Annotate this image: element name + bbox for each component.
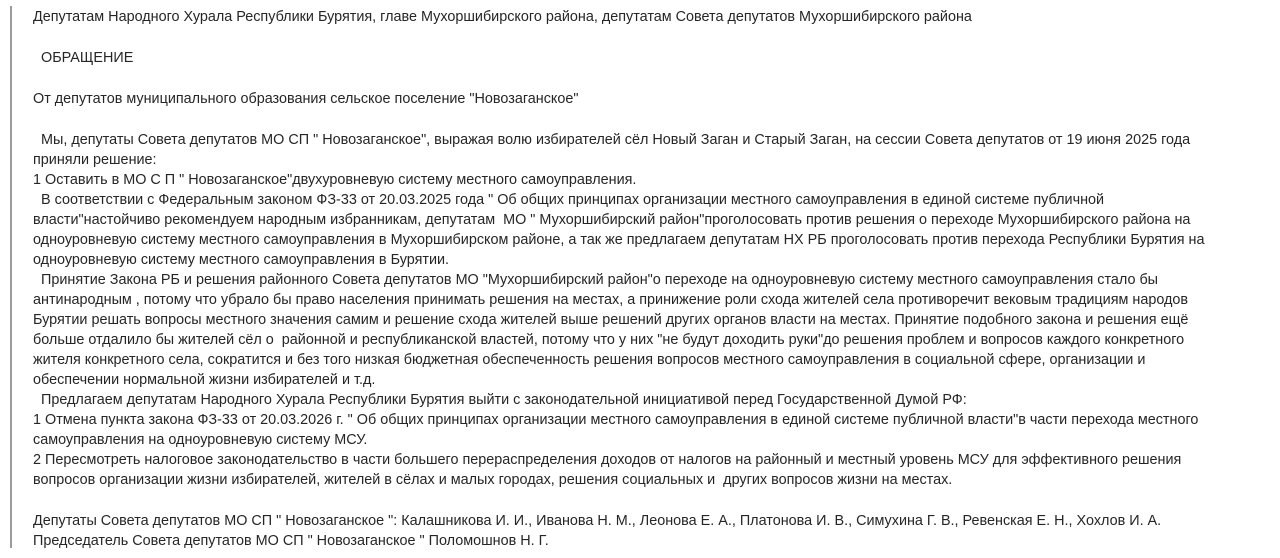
text-line: 1 Отмена пункта закона ФЗ-33 от 20.03.2026 г. " Об общих принципах организации местного самоуправления в единой системе публичной власти"в части перехода местного <box>33 412 1199 428</box>
text-line: самоуправления на одноуровневую систему МСУ. <box>33 432 368 448</box>
text-line: Председатель Совета депутатов МО СП " Новозаганское " Поломошнов Н. Г. <box>33 533 549 549</box>
text-line: одноуровневую систему местного самоуправления в Мухоршибирском районе, а так же предлагаем депутатам НХ РБ проголосовать против перехода Республики Бурятия на <box>33 232 1205 248</box>
document-text <box>33 7 1274 551</box>
left-margin-rule <box>10 6 12 548</box>
paragraph-from-line <box>33 89 1274 109</box>
text-line: ОБРАЩЕНИЕ <box>33 50 134 66</box>
text-line: Предлагаем депутатам Народного Хурала Республики Бурятия выйти с законодательной инициативой перед Государственной Думой РФ: <box>33 392 967 408</box>
paragraph-signatures <box>33 511 1274 551</box>
text-line: Бурятии решать вопросы местного значения самим и решение схода жителей выше решений других органов власти на местах. Принятие подобного закона и решения ещё <box>33 312 1189 328</box>
text-line: От депутатов муниципального образования сельское поселение "Новозаганское" <box>33 91 579 107</box>
text-line: обеспечении нормальной жизни избирателей и т.д. <box>33 372 376 388</box>
text-line: больше отдалило бы жителей сёл о районной и республиканской властей, потому что у них "не будут доходить руки"до решения проблем и вопросов каждого конкретного <box>33 332 1185 348</box>
text-line: 1 Оставить в МО С П " Новозаганское"двухуровневую систему местного самоуправления. <box>33 172 637 188</box>
paragraph-title <box>33 48 1274 68</box>
text-line: жителя конкретного села, сократится и без того низкая бюджетная обеспеченность решения вопросов местного самоуправления в социальной сфере, организации и <box>33 352 1146 368</box>
text-line: Депутаты Совета депутатов МО СП " Новозаганское ": Калашникова И. И., Иванова Н. М., Леонова Е. А., Платонова И. В., Симухина Г. В., Ревенская Е. Н., Хохлов И. А. <box>33 513 1162 529</box>
text-line: Мы, депутаты Совета депутатов МО СП " Новозаганское", выражая волю избирателей сёл Новый Заган и Старый Заган, на сессии Совета депутатов от 19 июня 2025 года <box>33 132 1191 148</box>
text-line: приняли решение: <box>33 152 157 168</box>
text-line: вопросов организации жизни избирателей, жителей в сёлах и малых городах, решения социальных и других вопросов жизни на местах. <box>33 472 953 488</box>
text-line: Депутатам Народного Хурала Республики Бурятия, главе Мухоршибирского района, депутатам Совета депутатов Мухоршибирского района <box>33 9 972 25</box>
text-line: В соответствии с Федеральным законом ФЗ-33 от 20.03.2025 года " Об общих принципах организации местного самоуправления в единой системе публичной <box>33 192 1105 208</box>
text-line: одноуровневую систему местного самоуправления в Бурятии. <box>33 252 450 268</box>
paragraph-body <box>33 130 1274 490</box>
text-line: власти"настойчиво рекомендуем народным избранникам, депутатам МО " Мухоршибирский район"проголосовать против решения о переходе Мухоршибирского района на <box>33 212 1191 228</box>
text-line: Принятие Закона РБ и решения районного Совета депутатов МО "Мухоршибирский район"о переходе на одноуровневую систему местного самоуправления стало бы <box>33 272 1159 288</box>
paragraph-addressee <box>33 7 1274 27</box>
text-line: 2 Пересмотреть налоговое законодательство в части большего перераспределения доходов от налогов на районный и местный уровень МСУ для эффективного решения <box>33 452 1182 468</box>
text-line: антинародным , потому что убрало бы право населения принимать решения на местах, а принижение роли схода жителей села противоречит вековым традициям народов <box>33 292 1189 308</box>
